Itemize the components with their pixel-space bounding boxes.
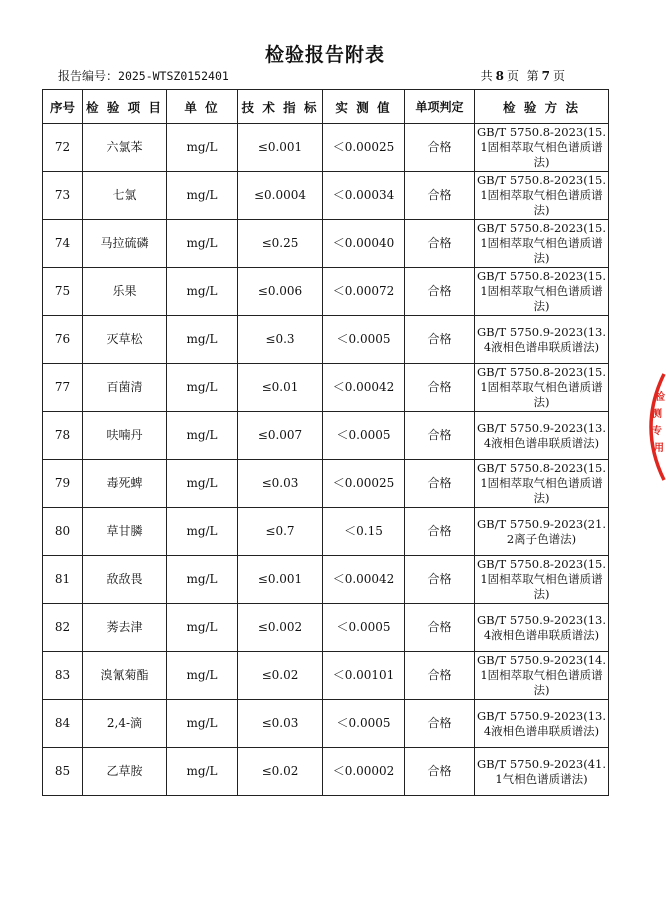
cell-item: 马拉硫磷 <box>83 220 167 268</box>
cell-no: 85 <box>43 748 83 796</box>
cell-unit: mg/L <box>167 124 238 172</box>
col-header-method: 检 验 方 法 <box>475 90 609 124</box>
cell-limit: ≤0.01 <box>238 364 323 412</box>
cell-measured: ＜0.00042 <box>323 556 405 604</box>
cell-limit: ≤0.001 <box>238 556 323 604</box>
cell-limit: ≤0.007 <box>238 412 323 460</box>
cell-no: 75 <box>43 268 83 316</box>
col-header-item: 检 验 项 目 <box>83 90 167 124</box>
cell-item: 溴氰菊酯 <box>83 652 167 700</box>
cell-no: 80 <box>43 508 83 556</box>
cell-item: 毒死蜱 <box>83 460 167 508</box>
cell-unit: mg/L <box>167 604 238 652</box>
cell-item: 2,4-滴 <box>83 700 167 748</box>
cell-method: GB/T 5750.8-2023(15.1固相萃取气相色谱质谱法) <box>475 556 609 604</box>
cell-measured: ＜0.0005 <box>323 604 405 652</box>
cell-limit: ≤0.006 <box>238 268 323 316</box>
table-row <box>43 460 609 508</box>
cell-method: GB/T 5750.8-2023(15.1固相萃取气相色谱质谱法) <box>475 364 609 412</box>
cell-result: 合格 <box>405 748 475 796</box>
cell-no: 79 <box>43 460 83 508</box>
table-row <box>43 220 609 268</box>
cell-limit: ≤0.3 <box>238 316 323 364</box>
seal-text-4: 用 <box>654 443 664 454</box>
cell-result: 合格 <box>405 460 475 508</box>
cell-measured: ＜0.0005 <box>323 316 405 364</box>
col-header-no: 序号 <box>43 90 83 124</box>
cell-method: GB/T 5750.9-2023(13.4液相色谱串联质谱法) <box>475 700 609 748</box>
cell-unit: mg/L <box>167 172 238 220</box>
cell-measured: ＜0.15 <box>323 508 405 556</box>
report-number-value: 2025-WTSZ0152401 <box>118 69 229 83</box>
cell-measured: ＜0.00042 <box>323 364 405 412</box>
cell-unit: mg/L <box>167 412 238 460</box>
cell-method: GB/T 5750.9-2023(13.4液相色谱串联质谱法) <box>475 604 609 652</box>
cell-limit: ≤0.03 <box>238 460 323 508</box>
page-indicator <box>481 67 565 84</box>
cell-no: 78 <box>43 412 83 460</box>
cell-no: 81 <box>43 556 83 604</box>
col-header-unit: 单 位 <box>167 90 238 124</box>
cell-no: 83 <box>43 652 83 700</box>
inspection-table <box>42 89 609 796</box>
cell-result: 合格 <box>405 604 475 652</box>
cell-result: 合格 <box>405 508 475 556</box>
cell-no: 82 <box>43 604 83 652</box>
cell-result: 合格 <box>405 652 475 700</box>
table-row <box>43 556 609 604</box>
cell-item: 乐果 <box>83 268 167 316</box>
cell-item: 灭草松 <box>83 316 167 364</box>
seal-text-2: 测 <box>652 409 662 420</box>
cell-unit: mg/L <box>167 508 238 556</box>
table-row <box>43 412 609 460</box>
cell-method: GB/T 5750.9-2023(14.1固相萃取气相色谱质谱法) <box>475 652 609 700</box>
cell-method: GB/T 5750.9-2023(21.2离子色谱法) <box>475 508 609 556</box>
table-row <box>43 316 609 364</box>
cell-method: GB/T 5750.8-2023(15.1固相萃取气相色谱质谱法) <box>475 124 609 172</box>
cell-result: 合格 <box>405 316 475 364</box>
col-header-measured: 实 测 值 <box>323 90 405 124</box>
cell-item: 莠去津 <box>83 604 167 652</box>
cell-limit: ≤0.03 <box>238 700 323 748</box>
red-seal-stamp <box>636 372 666 482</box>
cell-method: GB/T 5750.9-2023(41.1气相色谱质谱法) <box>475 748 609 796</box>
total-pages-prefix: 共 <box>480 69 493 83</box>
cell-limit: ≤0.02 <box>238 748 323 796</box>
cell-unit: mg/L <box>167 652 238 700</box>
cell-item: 六氯苯 <box>83 124 167 172</box>
cell-result: 合格 <box>405 220 475 268</box>
cell-measured: ＜0.00002 <box>323 748 405 796</box>
table-row <box>43 508 609 556</box>
cell-result: 合格 <box>405 556 475 604</box>
cell-no: 76 <box>43 316 83 364</box>
cell-method: GB/T 5750.8-2023(15.1固相萃取气相色谱质谱法) <box>475 460 609 508</box>
cell-item: 乙草胺 <box>83 748 167 796</box>
cell-unit: mg/L <box>167 460 238 508</box>
total-pages-suffix: 页 <box>506 69 519 83</box>
total-pages: 8 <box>495 69 504 83</box>
cell-measured: ＜0.00072 <box>323 268 405 316</box>
cell-limit: ≤0.001 <box>238 124 323 172</box>
table-row <box>43 124 609 172</box>
cell-measured: ＜0.0005 <box>323 412 405 460</box>
cell-method: GB/T 5750.9-2023(13.4液相色谱串联质谱法) <box>475 412 609 460</box>
cell-unit: mg/L <box>167 700 238 748</box>
cell-no: 73 <box>43 172 83 220</box>
cell-no: 72 <box>43 124 83 172</box>
cell-item: 呋喃丹 <box>83 412 167 460</box>
cell-unit: mg/L <box>167 316 238 364</box>
cell-result: 合格 <box>405 124 475 172</box>
cell-method: GB/T 5750.9-2023(13.4液相色谱串联质谱法) <box>475 316 609 364</box>
report-title: 检验报告附表 <box>264 44 385 66</box>
cell-measured: ＜0.00101 <box>323 652 405 700</box>
cell-no: 77 <box>43 364 83 412</box>
cell-no: 74 <box>43 220 83 268</box>
table-row <box>43 172 609 220</box>
col-header-result: 单项判定 <box>405 90 475 124</box>
cell-item: 敌敌畏 <box>83 556 167 604</box>
cell-measured: ＜0.00025 <box>323 460 405 508</box>
col-header-limit: 技 术 指 标 <box>238 90 323 124</box>
cell-result: 合格 <box>405 412 475 460</box>
cell-unit: mg/L <box>167 748 238 796</box>
page-prefix: 第 <box>526 69 539 83</box>
table-body <box>43 124 609 796</box>
page-suffix: 页 <box>552 69 565 83</box>
page-number: 7 <box>541 69 550 83</box>
cell-method: GB/T 5750.8-2023(15.1固相萃取气相色谱质谱法) <box>475 268 609 316</box>
cell-limit: ≤0.02 <box>238 652 323 700</box>
cell-limit: ≤0.002 <box>238 604 323 652</box>
table-row <box>43 700 609 748</box>
cell-result: 合格 <box>405 172 475 220</box>
seal-text-1: 检 <box>655 392 665 403</box>
cell-result: 合格 <box>405 700 475 748</box>
cell-unit: mg/L <box>167 268 238 316</box>
cell-item: 七氯 <box>83 172 167 220</box>
cell-unit: mg/L <box>167 364 238 412</box>
cell-item: 草甘膦 <box>83 508 167 556</box>
report-number <box>58 67 229 84</box>
cell-measured: ＜0.00040 <box>323 220 405 268</box>
cell-unit: mg/L <box>167 556 238 604</box>
report-number-label: 报告编号： <box>58 69 119 83</box>
table-row <box>43 604 609 652</box>
cell-method: GB/T 5750.8-2023(15.1固相萃取气相色谱质谱法) <box>475 220 609 268</box>
table-row <box>43 748 609 796</box>
cell-unit: mg/L <box>167 220 238 268</box>
cell-item: 百菌清 <box>83 364 167 412</box>
cell-measured: ＜0.00025 <box>323 124 405 172</box>
cell-result: 合格 <box>405 268 475 316</box>
cell-limit: ≤0.25 <box>238 220 323 268</box>
seal-text-3: 专 <box>652 426 662 437</box>
cell-no: 84 <box>43 700 83 748</box>
table-row <box>43 268 609 316</box>
table-header-row <box>43 90 609 124</box>
table-row <box>43 364 609 412</box>
cell-limit: ≤0.7 <box>238 508 323 556</box>
table-row <box>43 652 609 700</box>
cell-measured: ＜0.0005 <box>323 700 405 748</box>
cell-method: GB/T 5750.8-2023(15.1固相萃取气相色谱质谱法) <box>475 172 609 220</box>
cell-limit: ≤0.0004 <box>238 172 323 220</box>
cell-measured: ＜0.00034 <box>323 172 405 220</box>
cell-result: 合格 <box>405 364 475 412</box>
